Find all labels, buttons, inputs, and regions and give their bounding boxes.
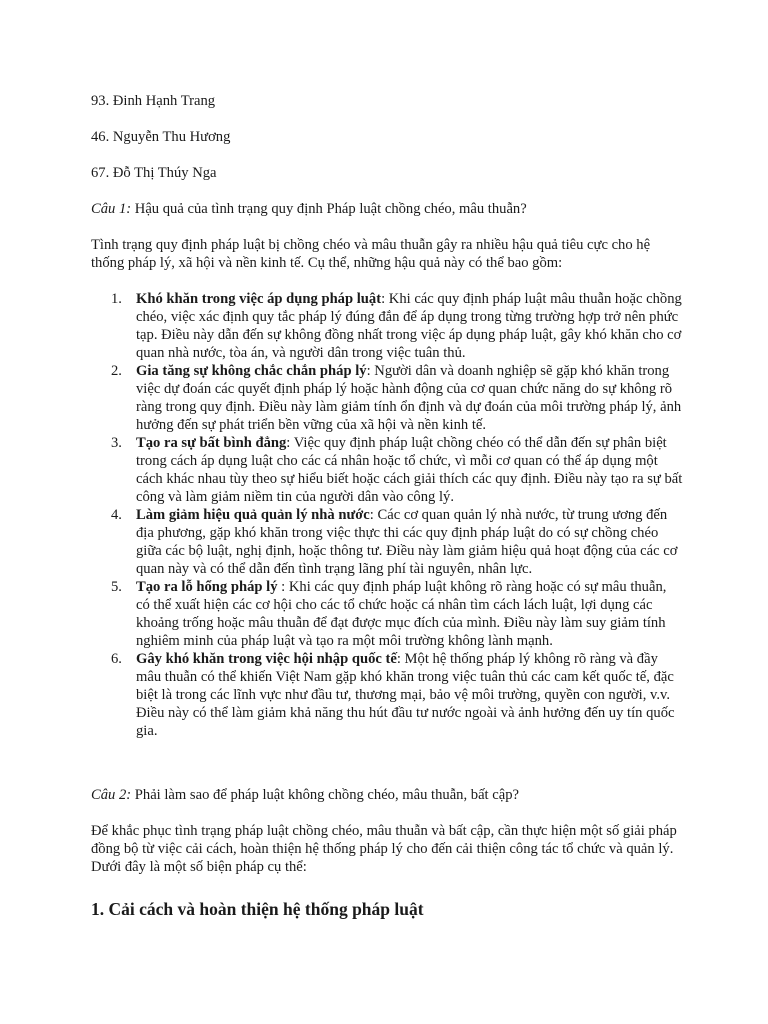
document-body	[91, 92, 683, 920]
list-item-title: Tạo ra lỗ hổng pháp lý	[136, 579, 278, 595]
question-2-intro: Để khắc phục tình trạng pháp luật chồng chéo, mâu thuẫn và bất cập, cần thực hiện một số giải pháp đồng bộ từ việc cải cách, hoàn thiện hệ thống pháp lý cho đến cải thiện công tác tổ chức và quản lý. Dưới đây là một số biện pháp cụ thể:	[91, 823, 677, 875]
list-item-title: Tạo ra sự bất bình đẳng	[136, 435, 287, 451]
list-item-body: : Một hệ thống pháp lý không rõ ràng và đầy mâu thuẫn có thể khiến Việt Nam gặp khó khăn trong việc tuân thủ các cam kết quốc tế, đặc biệt là trong các lĩnh vực như đầu tư, thương mại, bảo vệ môi trường, quyền con người, v.v. Điều này có thể làm giảm khả năng thu hút đầu tư nước ngoài và ảnh hưởng đến uy tín quốc gia.	[136, 651, 675, 739]
list-item	[91, 290, 683, 362]
question-2-text: Phải làm sao để pháp luật không chồng chéo, mâu thuẫn, bất cập?	[131, 787, 519, 803]
list-item-title: Gây khó khăn trong việc hội nhập quốc tế	[136, 651, 397, 667]
list-number: 1.	[111, 291, 122, 307]
list-item	[91, 650, 683, 740]
author-line: 46. Nguyễn Thu Hương	[91, 129, 231, 145]
question-1-label: Câu 1:	[91, 201, 132, 217]
list-item-body: : Khi các quy định pháp luật không rõ ràng hoặc có sự mâu thuẫn, có thể xuất hiện các cơ hội cho các tổ chức hoặc cá nhân tìm cách lách luật, lợi dụng các khoảng trống hoặc mâu thuẫn để đạt được mục đích của mình. Điều này làm suy giảm tính nghiêm minh của pháp luật và tạo ra một môi trường không lành mạnh.	[136, 579, 667, 649]
list-item	[91, 362, 683, 434]
question-2-label: Câu 2:	[91, 787, 132, 803]
list-item-body: : Người dân và doanh nghiệp sẽ gặp khó khăn trong việc dự đoán các quyết định pháp lý hoặc hành động của cơ quan chức năng do sự không rõ ràng trong quy định. Điều này làm giảm tính ổn định và dự đoán của môi trường pháp lý, ảnh hưởng đến sự phát triển bền vững của xã hội và nền kinh tế.	[136, 363, 682, 433]
list-item-title: Khó khăn trong việc áp dụng pháp luật	[136, 291, 382, 307]
list-item-body: : Các cơ quan quản lý nhà nước, từ trung ương đến địa phương, gặp khó khăn trong việc thực thi các quy định pháp luật do có sự chồng chéo giữa các bộ luật, nghị định, hoặc thông tư. Điều này làm giảm hiệu quả hoạt động của các cơ quan này và có thể dẫn đến tình trạng lãng phí tài nguyên, nhân lực.	[136, 507, 678, 577]
list-number: 6.	[111, 651, 122, 667]
author-line: 93. Đinh Hạnh Trang	[91, 93, 216, 109]
list-item-title: Gia tăng sự không chắc chắn pháp lý	[136, 363, 367, 379]
question-1-text: Hậu quả của tình trạng quy định Pháp luật chồng chéo, mâu thuẫn?	[131, 201, 527, 217]
section-heading: 1. Cải cách và hoàn thiện hệ thống pháp luật	[91, 899, 424, 919]
list-item-title: Làm giảm hiệu quả quản lý nhà nước	[136, 507, 370, 523]
question-1-intro: Tình trạng quy định pháp luật bị chồng chéo và mâu thuẫn gây ra nhiều hậu quả tiêu cực cho hệ thống pháp lý, xã hội và nền kinh tế. Cụ thể, những hậu quả này có thể bao gồm:	[91, 237, 651, 271]
list-item-body: : Việc quy định pháp luật chồng chéo có thể dẫn đến sự phân biệt trong cách áp dụng luật cho các cá nhân hoặc tổ chức, vì mỗi cơ quan có thể áp dụng một cách khác nhau tùy theo sự hiểu biết hoặc cách giải thích các quy định. Điều này tạo ra sự bất công và làm giảm niềm tin của người dân vào công lý.	[136, 435, 683, 505]
list-number: 4.	[111, 507, 122, 523]
list-item	[91, 434, 683, 506]
question-2	[91, 786, 683, 804]
list-item	[91, 578, 683, 650]
author-line: 67. Đỗ Thị Thúy Nga	[91, 165, 217, 181]
list-item-body: : Khi các quy định pháp luật mâu thuẫn hoặc chồng chéo, việc xác định quy tắc pháp lý đúng đắn để áp dụng trong từng trường hợp trở nên phức tạp. Điều này dẫn đến sự không đồng nhất trong việc áp dụng pháp luật, gây khó khăn cho cơ quan nhà nước, tòa án, và người dân trong việc tuân thủ.	[136, 291, 682, 361]
spacer	[91, 740, 683, 786]
consequence-list	[91, 290, 683, 740]
list-number: 3.	[111, 435, 122, 451]
list-number: 2.	[111, 363, 122, 379]
list-item	[91, 506, 683, 578]
question-1	[91, 200, 683, 218]
list-number: 5.	[111, 579, 122, 595]
